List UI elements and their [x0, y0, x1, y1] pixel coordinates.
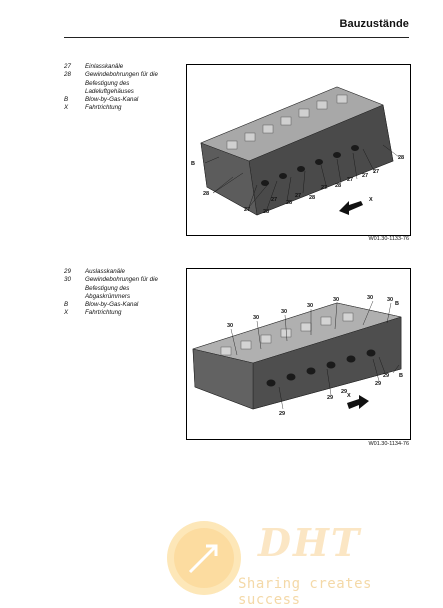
watermark-circle-logo-icon [166, 520, 242, 596]
callout-label: 29 [279, 411, 286, 417]
legend-row [64, 309, 167, 317]
legend-row [64, 301, 167, 309]
legend-code: 30 [64, 276, 71, 284]
legend-text: Gewindebohrungen für die Befestigung des Ladeluftgehäuses [85, 71, 158, 95]
direction-arrow-icon [339, 201, 363, 215]
callout-label: B [191, 161, 195, 167]
figure1-caption: W01.30-1133-76 [368, 236, 409, 242]
callout-label: 30 [367, 295, 374, 301]
legend-row [64, 63, 167, 71]
legend-text: Gewindebohrungen für die Befestigung des Abgaskrümmers [85, 276, 158, 300]
legend-text: Einlasskanäle [85, 63, 124, 70]
callout-label: 29 [383, 373, 390, 379]
callout-label: 29 [341, 389, 348, 395]
callout-label: 30 [253, 315, 260, 321]
callout-label: 30 [227, 323, 234, 329]
callout-label: 28 [398, 155, 405, 161]
callout-label: 27 [373, 169, 380, 175]
callout-label: 27 [347, 177, 354, 183]
legend-text: Fahrtrichtung [85, 309, 122, 317]
callout-label: B [399, 373, 403, 379]
figure2-caption: W01.30-1134-76 [368, 441, 409, 447]
legend-row [64, 96, 167, 104]
callout-label: 29 [327, 395, 334, 401]
callout-label: 27 [295, 193, 302, 199]
figure2-frame [186, 268, 411, 440]
figure2-legend [64, 268, 167, 318]
legend-code: B [64, 301, 69, 309]
callout-label: B [395, 301, 399, 307]
callout-label: 30 [387, 297, 394, 303]
callout-label: 28 [263, 209, 270, 215]
callout-label: X [369, 197, 373, 203]
legend-row [64, 104, 167, 112]
callout-label: 30 [307, 303, 314, 309]
legend-text: Blow-by-Gas-Kanal [85, 96, 139, 104]
legend-code: 28 [64, 71, 71, 79]
page-title: Bauzustände [339, 18, 409, 30]
cylinder-head-exhaust-side-illustration [187, 269, 410, 439]
legend-code: X [64, 104, 69, 112]
legend-row [64, 276, 167, 301]
legend-code: 29 [64, 268, 71, 275]
legend-code: X [64, 309, 69, 317]
callout-label: 28 [335, 183, 342, 189]
legend-text: Blow-by-Gas-Kanal [85, 301, 139, 309]
callout-label: X [347, 393, 351, 399]
legend-row [64, 71, 167, 96]
legend-text: Auslasskanäle [85, 268, 125, 275]
callout-label: 28 [309, 195, 316, 201]
cylinder-head-intake-side-illustration [187, 65, 410, 235]
callout-label: 30 [281, 309, 288, 315]
header-divider [64, 37, 409, 38]
legend-row [64, 268, 167, 276]
callout-label: 27 [244, 207, 251, 213]
figure1-frame [186, 64, 411, 236]
callout-label: 30 [333, 297, 340, 303]
callout-label: 27 [321, 185, 328, 191]
figure1-legend [64, 63, 167, 113]
legend-code: B [64, 96, 69, 104]
watermark-tagline: Sharing creates success [238, 576, 372, 608]
callout-label: 28 [286, 200, 293, 206]
callout-label: 27 [362, 173, 369, 179]
watermark-logo-text: DHT [258, 520, 362, 565]
callout-label: 29 [375, 381, 382, 387]
callout-label: 28 [203, 191, 210, 197]
legend-text: Fahrtrichtung [85, 104, 122, 112]
legend-code: 27 [64, 63, 71, 70]
callout-label: 27 [271, 197, 278, 203]
